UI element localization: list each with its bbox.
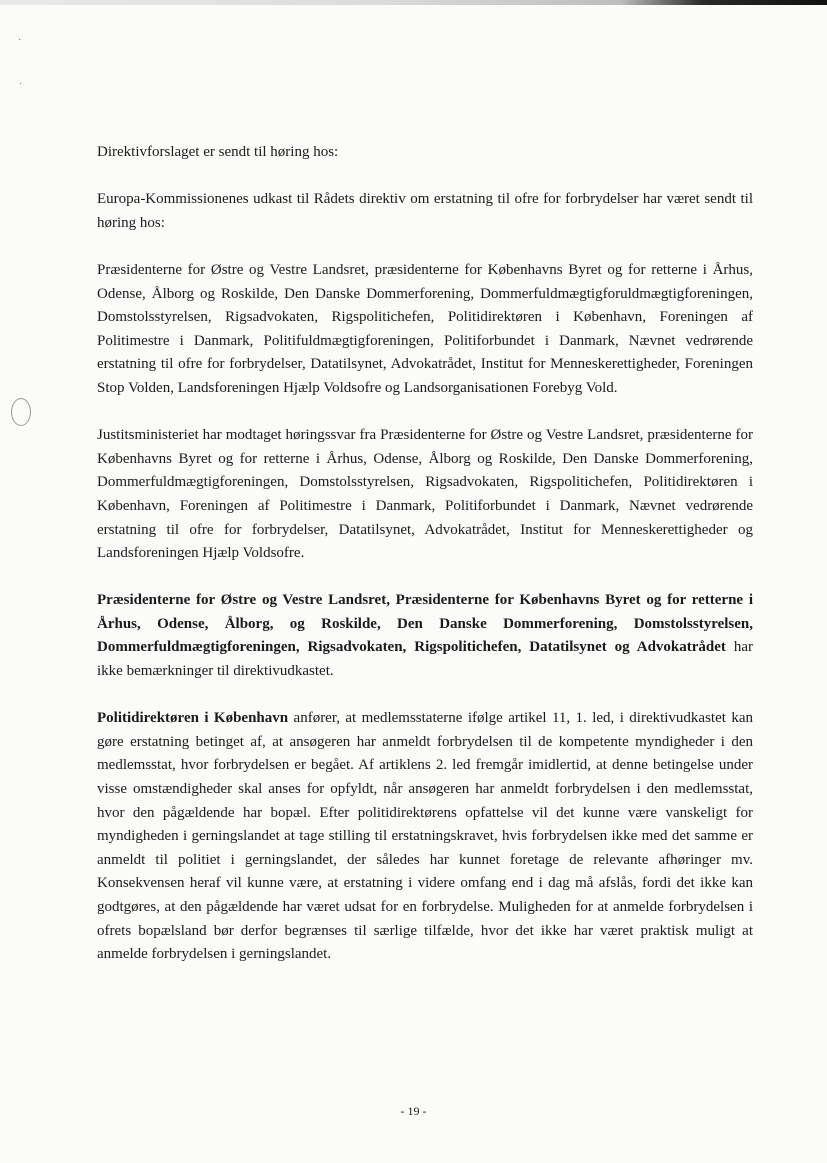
punch-hole-mark [11, 398, 31, 426]
police-director-text: anfører, at medlemsstaterne ifølge artikel 11, 1. led, i direktivudkastet kan gøre erstatning betinget af, at ansøgeren har anmeldt forbrydelsen til de kompetente myndigheder i den medlemsstat, hvor forbrydelsen er begået. Af artiklens 2. led fremgår imidlertid, at denne betingelse under visse omstændigheder skal anses for opfyldt, når ansøgeren har anmeldt forbrydelsen i den medlemsstat, hvor den pågældende har bopæl. Efter politidirektørens opfattelse vil det kunne være vanskeligt for myndigheden i gerningslandet at tage stilling til erstatningskravet, hvis forbrydelsen ikke med det samme er anmeldt til politiet i gerningslandet, der således har kunnet foretage de relevante afhøringer mv. Konsekvensen heraf vil kunne være, at erstatning i videre omfang end i dag må afslås, fordi det ikke kan godtgøres, at den pågældende har været udsat for en forbrydelse. Muligheden for at anmelde forbrydelsen i ofrets bopælsland bør derfor begrænses til særlige tilfælde, hvor det ikke har været praktisk muligt at anmelde forbrydelsen i gerningslandet. [97, 710, 753, 963]
no-comments-paragraph [97, 589, 753, 683]
page-number: - 19 - [400, 1104, 427, 1118]
recipients-paragraph: Præsidenterne for Østre og Vestre Landsret, præsidenterne for Københavns Byret og for retterne i Århus, Odense, Ålborg og Roskilde, Den Danske Dommerforening, Dommerfuldmægtigforuldmægtigforeningen, Domstolsstyrelsen, Rigsadvokaten, Rigspolitichefen, Politidirektøren i København, Foreningen af Politimestre i Danmark, Politifuldmægtigforeningen, Politiforbundet i Danmark, Nævnet vedrørende erstatning til ofre for forbrydelser, Datatilsynet, Advokatrådet, Institut for Menneskerettigheder, Foreningen Stop Volden, Landsforeningen Hjælp Voldsofre og Landsorganisationen Forebyg Vold. [97, 261, 753, 396]
document-body [97, 141, 753, 990]
no-comments-text: har ikke bemærkninger til direktivudkastet. [97, 639, 753, 680]
consultation-paragraph: Europa-Kommissionenes udkast til Rådets direktiv om erstatning til ofre for forbrydelser har været sendt til høring hos: [97, 191, 753, 231]
scan-speck: · [18, 35, 22, 46]
scan-edge-shadow [0, 0, 827, 5]
police-director-name: Politidirektøren i København [97, 710, 289, 727]
intro-line: Direktivforslaget er sendt til høring hos: [97, 144, 339, 160]
responses-paragraph: Justitsministeriet har modtaget høringssvar fra Præsidenterne for Østre og Vestre Landsret, præsidenterne for Københavns Byret og for retterne i Århus, Odense, Ålborg og Roskilde, Den Danske Dommerforening, Dommerfuldmægtigforeningen, Domstolsstyrelsen, Rigsadvokaten, Rigspolitichefen, Politidirektøren i København, Foreningen af Politimestre i Danmark, Politiforbundet i Danmark, Nævnet vedrørende erstatning til ofre for forbrydelser, Datatilsynet, Advokatrådet, Institut for Menneskerettigheder og Landsforeningen Hjælp Voldsofre. [97, 427, 753, 562]
scan-speck: · [19, 79, 23, 90]
police-director-paragraph [97, 707, 753, 967]
no-comments-parties: Præsidenterne for Østre og Vestre Landsret, Præsidenterne for Københavns Byret og for retterne i Århus, Odense, Ålborg, og Roskilde, Den Danske Dommerforening, Domstolsstyrelsen, Dommerfuldmægtigforeningen, Rigsadvokaten, Rigspolitichefen, Datatilsynet og Advokatrådet [97, 592, 753, 656]
